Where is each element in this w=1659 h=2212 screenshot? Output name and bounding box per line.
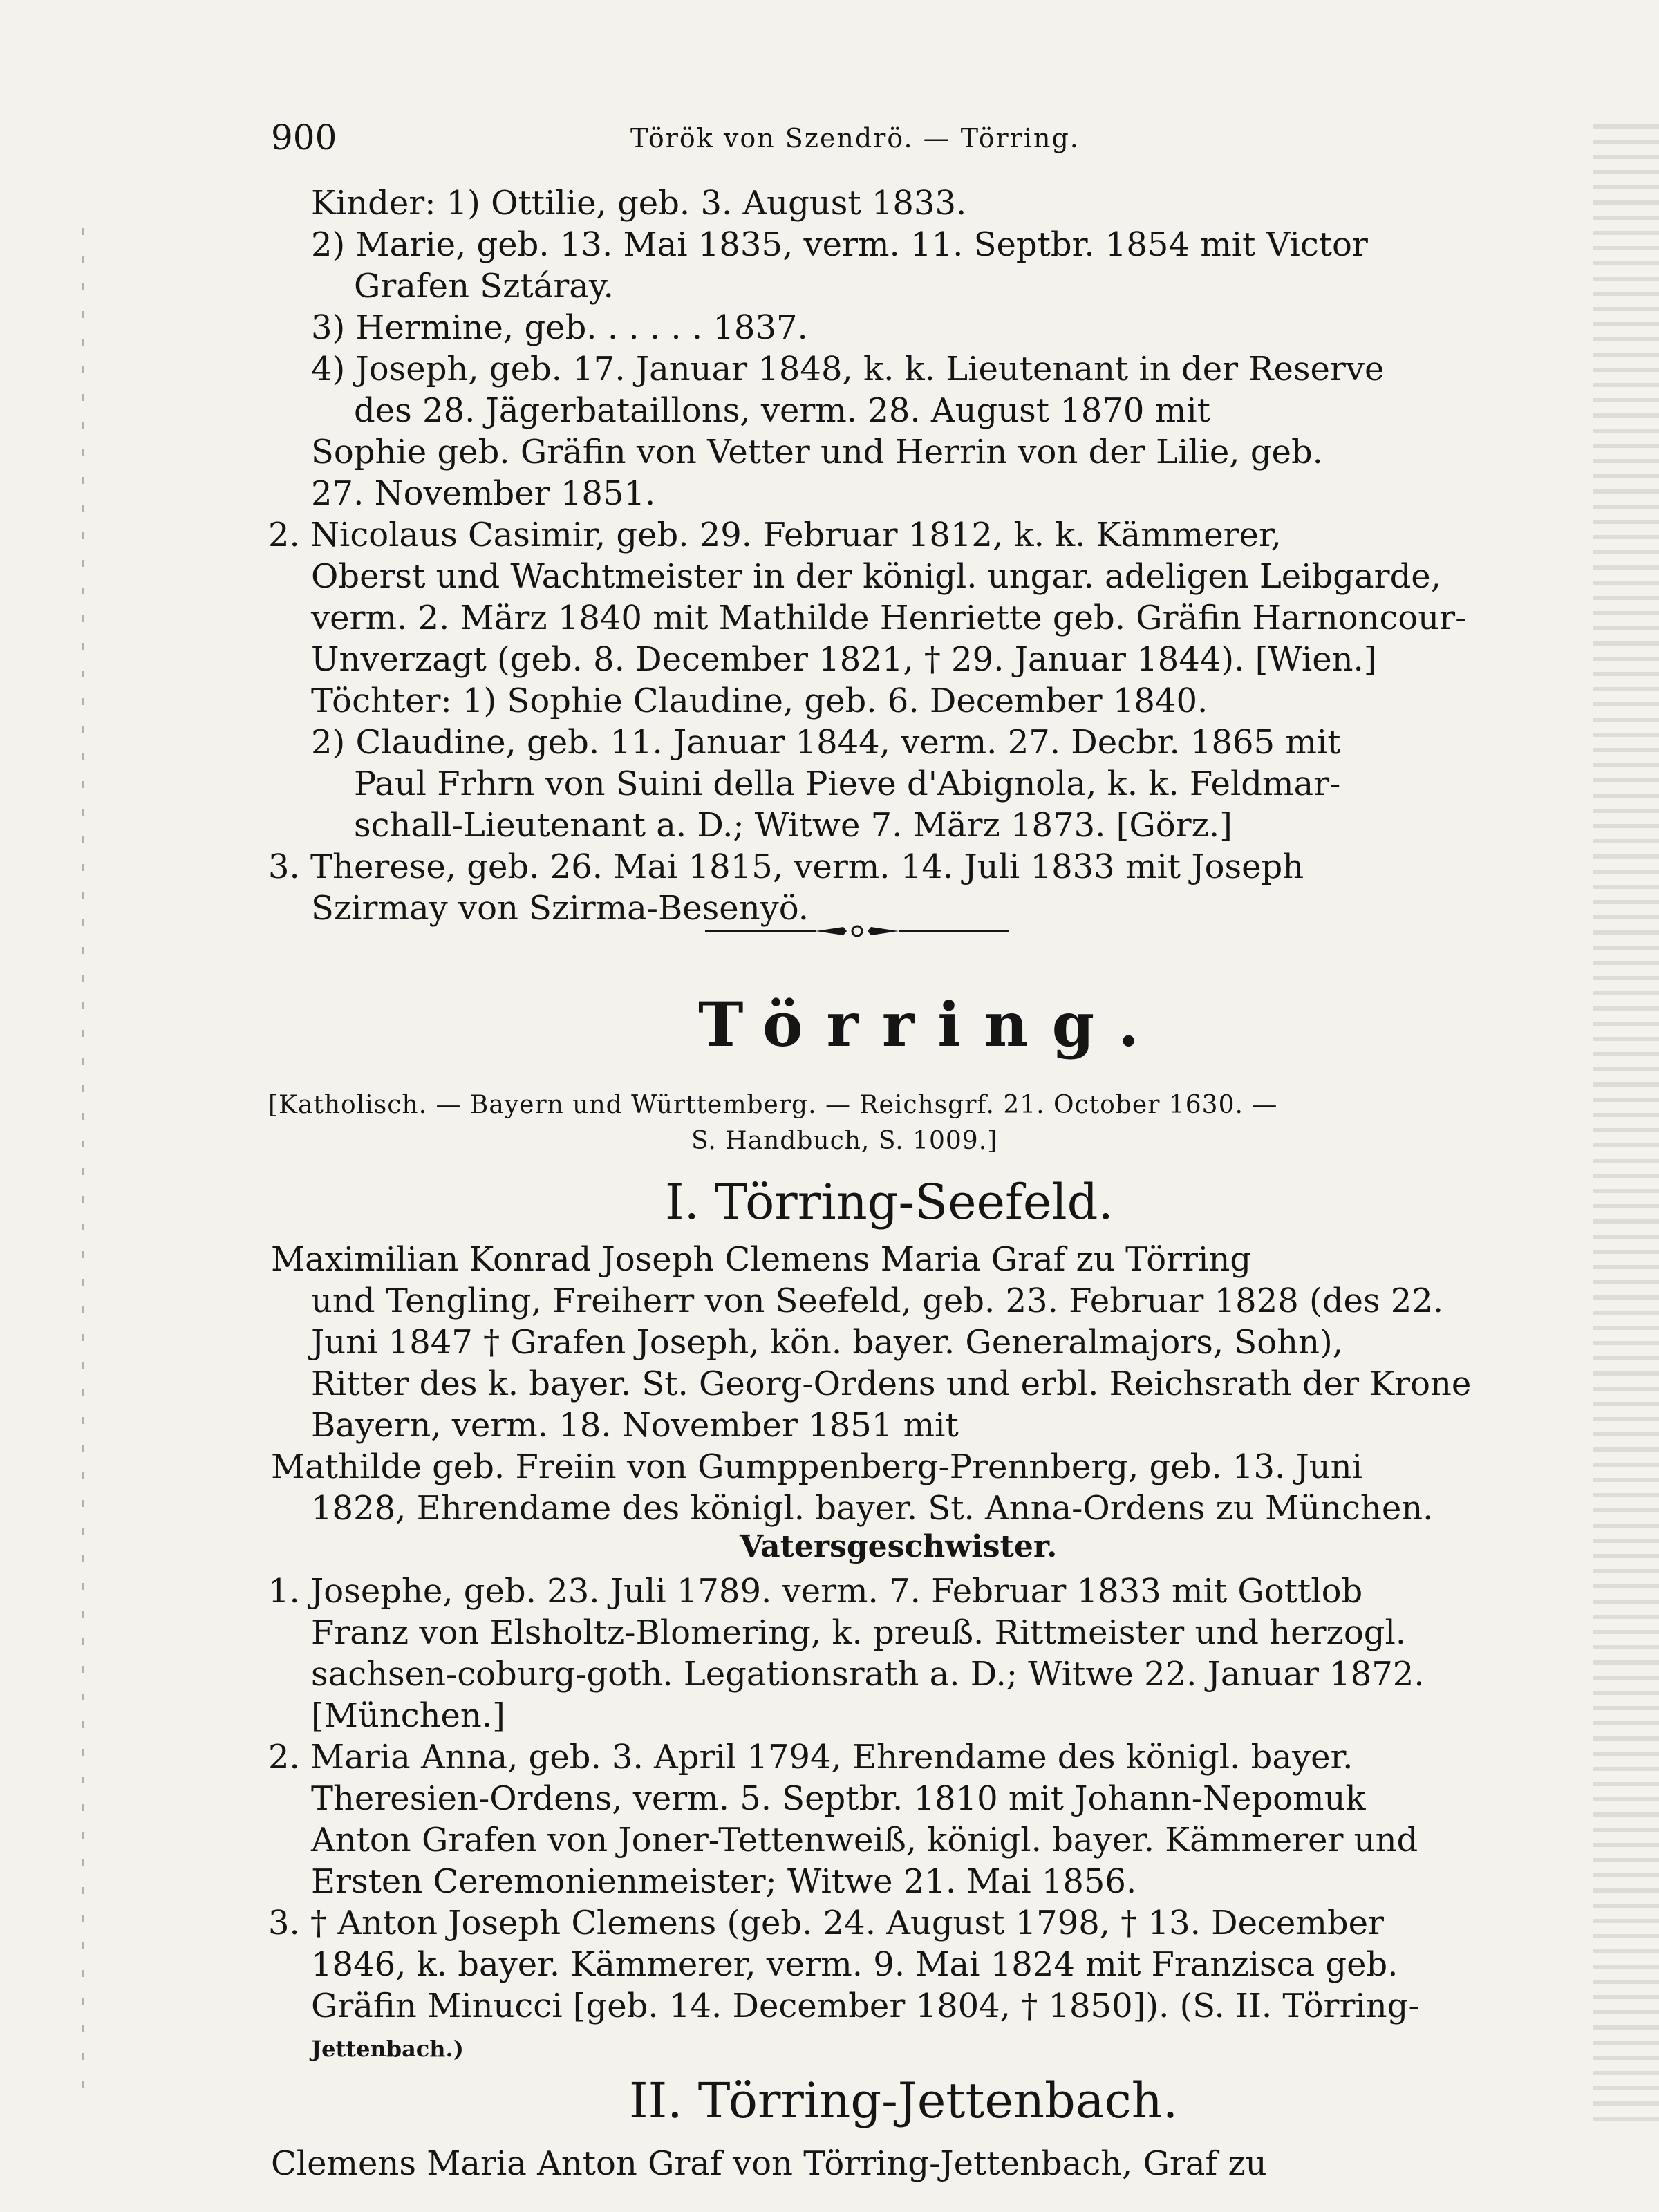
section-ornament <box>705 923 1009 939</box>
text-line: Oberst und Wachtmeister in der königl. ungar. adeligen Leibgarde, <box>311 557 1441 596</box>
text-line: Clemens Maria Anton Graf von Törring-Jettenbach, Graf zu <box>271 2144 1267 2183</box>
family-title: Törring. <box>698 988 1163 1060</box>
text-line: verm. 2. März 1840 mit Mathilde Henriette geb. Gräfin Harnoncour- <box>311 599 1467 637</box>
family-info-line: S. Handbuch, S. 1009.] <box>691 1127 998 1155</box>
family-info-line: [Katholisch. — Bayern und Württemberg. — Reichsgrf. 21. October 1630. — <box>268 1091 1278 1119</box>
subheading: Vatersgeschwister. <box>740 1529 1058 1564</box>
text-line: Mathilde geb. Freiin von Gumppenberg-Prennberg, geb. 13. Juni <box>271 1447 1362 1486</box>
text-line: Paul Frhrn von Suini della Pieve d'Abignola, k. k. Feldmar- <box>354 765 1341 803</box>
text-line: 2. Nicolaus Casimir, geb. 29. Februar 1812, k. k. Kämmerer, <box>268 516 1282 554</box>
text-line: 3. Therese, geb. 26. Mai 1815, verm. 14. Juli 1833 mit Joseph <box>268 847 1304 886</box>
section-heading: II. Törring-Jettenbach. <box>629 2072 1179 2129</box>
text-line: Ersten Ceremonienmeister; Witwe 21. Mai 1856. <box>311 1862 1137 1901</box>
text-line: Gräfin Minucci [geb. 14. December 1804, † 1850]). (S. II. Törring- <box>311 1987 1420 2025</box>
text-line: Maximilian Konrad Joseph Clemens Maria Graf zu Törring <box>271 1240 1252 1279</box>
text-line: Anton Grafen von Joner-Tettenweiß, königl. bayer. Kämmerer und <box>311 1821 1418 1859</box>
section-heading: I. Törring-Seefeld. <box>665 1174 1114 1230</box>
adjacent-page-bleed <box>1593 124 1659 2129</box>
left-margin-noise <box>82 228 84 2094</box>
text-line: 3. † Anton Joseph Clemens (geb. 24. August 1798, † 13. December <box>268 1904 1384 1942</box>
page-number: 900 <box>271 118 337 158</box>
text-line: Bayern, verm. 18. November 1851 mit <box>311 1406 959 1445</box>
text-line: und Tengling, Freiherr von Seefeld, geb. 23. Februar 1828 (des 22. <box>311 1282 1444 1320</box>
text-line: 1828, Ehrendame des königl. bayer. St. Anna-Ordens zu München. <box>311 1489 1434 1528</box>
page-header <box>271 118 1501 166</box>
text-line: 27. November 1851. <box>311 474 656 513</box>
text-line: Töchter: 1) Sophie Claudine, geb. 6. December 1840. <box>311 682 1208 720</box>
text-line: sachsen-coburg-goth. Legationsrath a. D.; Witwe 22. Januar 1872. <box>311 1655 1425 1694</box>
text-line: Franz von Elsholtz-Blomering, k. preuß. Rittmeister und herzogl. <box>311 1613 1407 1652</box>
text-line: 2. Maria Anna, geb. 3. April 1794, Ehrendame des königl. bayer. <box>268 1738 1353 1777</box>
text-line: Theresien-Ordens, verm. 5. Septbr. 1810 mit Johann-Nepomuk <box>311 1779 1366 1818</box>
text-line: Grafen Sztáray. <box>354 267 614 306</box>
text-line: Ritter des k. bayer. St. Georg-Ordens und erbl. Reichsrath der Krone <box>311 1365 1472 1403</box>
text-line: des 28. Jägerbataillons, verm. 28. August 1870 mit <box>354 391 1210 430</box>
text-line: [München.] <box>311 1696 505 1735</box>
text-line: Juni 1847 † Grafen Joseph, kön. bayer. Generalmajors, Sohn), <box>311 1323 1343 1362</box>
text-line: 1846, k. bayer. Kämmerer, verm. 9. Mai 1824 mit Franzisca geb. <box>311 1945 1398 1984</box>
running-head: Török von Szendrö. — Törring. <box>630 123 1080 153</box>
text-line: Unverzagt (geb. 8. December 1821, † 29. Januar 1844). [Wien.] <box>311 640 1377 679</box>
text-line: Jettenbach.) <box>311 2036 464 2062</box>
text-line: schall-Lieutenant a. D.; Witwe 7. März 1873. [Görz.] <box>354 806 1232 845</box>
text-line: Szirmay von Szirma-Besenyö. <box>311 889 809 928</box>
text-line: Kinder: 1) Ottilie, geb. 3. August 1833. <box>311 184 967 223</box>
text-line: 2) Marie, geb. 13. Mai 1835, verm. 11. Septbr. 1854 mit Victor <box>311 225 1368 264</box>
text-line: 2) Claudine, geb. 11. Januar 1844, verm. 27. Decbr. 1865 mit <box>311 723 1341 762</box>
text-line: 1. Josephe, geb. 23. Juli 1789. verm. 7. Februar 1833 mit Gottlob <box>268 1572 1363 1611</box>
text-line: Sophie geb. Gräfin von Vetter und Herrin von der Lilie, geb. <box>311 433 1323 471</box>
text-line: 3) Hermine, geb. . . . . . 1837. <box>311 308 808 347</box>
text-line: 4) Joseph, geb. 17. Januar 1848, k. k. Lieutenant in der Reserve <box>311 350 1385 388</box>
